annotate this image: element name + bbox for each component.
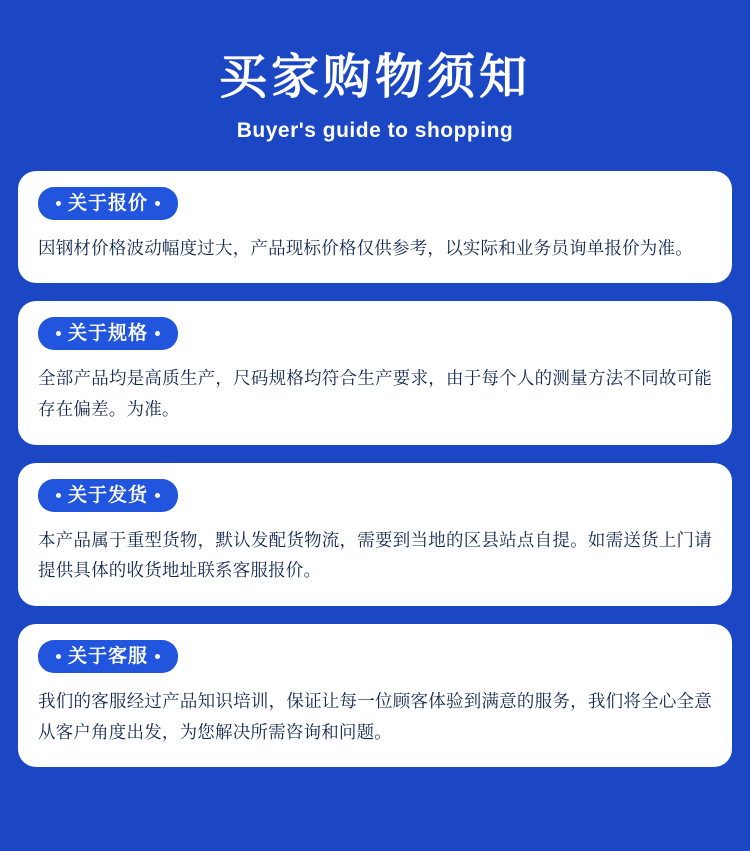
guide-card-customer-service <box>18 624 732 767</box>
guide-card-quotation <box>18 171 732 284</box>
card-tag-quotation <box>38 187 178 220</box>
bullet-dot-icon <box>56 493 61 498</box>
card-tag-specification <box>38 317 178 350</box>
bullet-dot-icon <box>155 331 160 336</box>
card-tag-label: 关于客服 <box>68 645 149 667</box>
page-subtitle: Buyer's guide to shopping <box>236 118 514 142</box>
page-title: 买家购物须知 <box>218 51 531 104</box>
bullet-dot-icon <box>56 654 61 659</box>
card-body-shipping: 本产品属于重型货物，默认发配货物流，需要到当地的区县站点自提。如需送货上门请提供具体的收货地址联系客服报价。 <box>38 529 712 581</box>
card-body-quotation: 因钢材价格波动幅度过大，产品现标价格仅供参考，以实际和业务员询单报价为准。 <box>38 237 693 258</box>
card-tag-customer-service <box>38 640 178 673</box>
guide-card-specification <box>18 301 732 444</box>
card-tag-label: 关于发货 <box>68 484 149 506</box>
bullet-dot-icon <box>56 201 61 206</box>
card-tag-label: 关于规格 <box>68 323 149 345</box>
bullet-dot-icon <box>155 493 160 498</box>
card-tag-label: 关于报价 <box>68 192 149 214</box>
bullet-dot-icon <box>56 331 61 336</box>
page-header <box>0 0 750 143</box>
card-body-specification: 全部产品均是高质生产，尺码规格均符合生产要求，由于每个人的测量方法不同故可能存在偏差。为准。 <box>38 368 712 420</box>
card-tag-shipping <box>38 479 178 512</box>
bullet-dot-icon <box>155 654 160 659</box>
guide-card-list <box>0 171 750 767</box>
guide-card-shipping <box>18 463 732 606</box>
bullet-dot-icon <box>155 201 160 206</box>
card-body-customer-service: 我们的客服经过产品知识培训，保证让每一位顾客体验到满意的服务，我们将全心全意从客户角度出发，为您解决所需咨询和问题。 <box>38 690 712 742</box>
